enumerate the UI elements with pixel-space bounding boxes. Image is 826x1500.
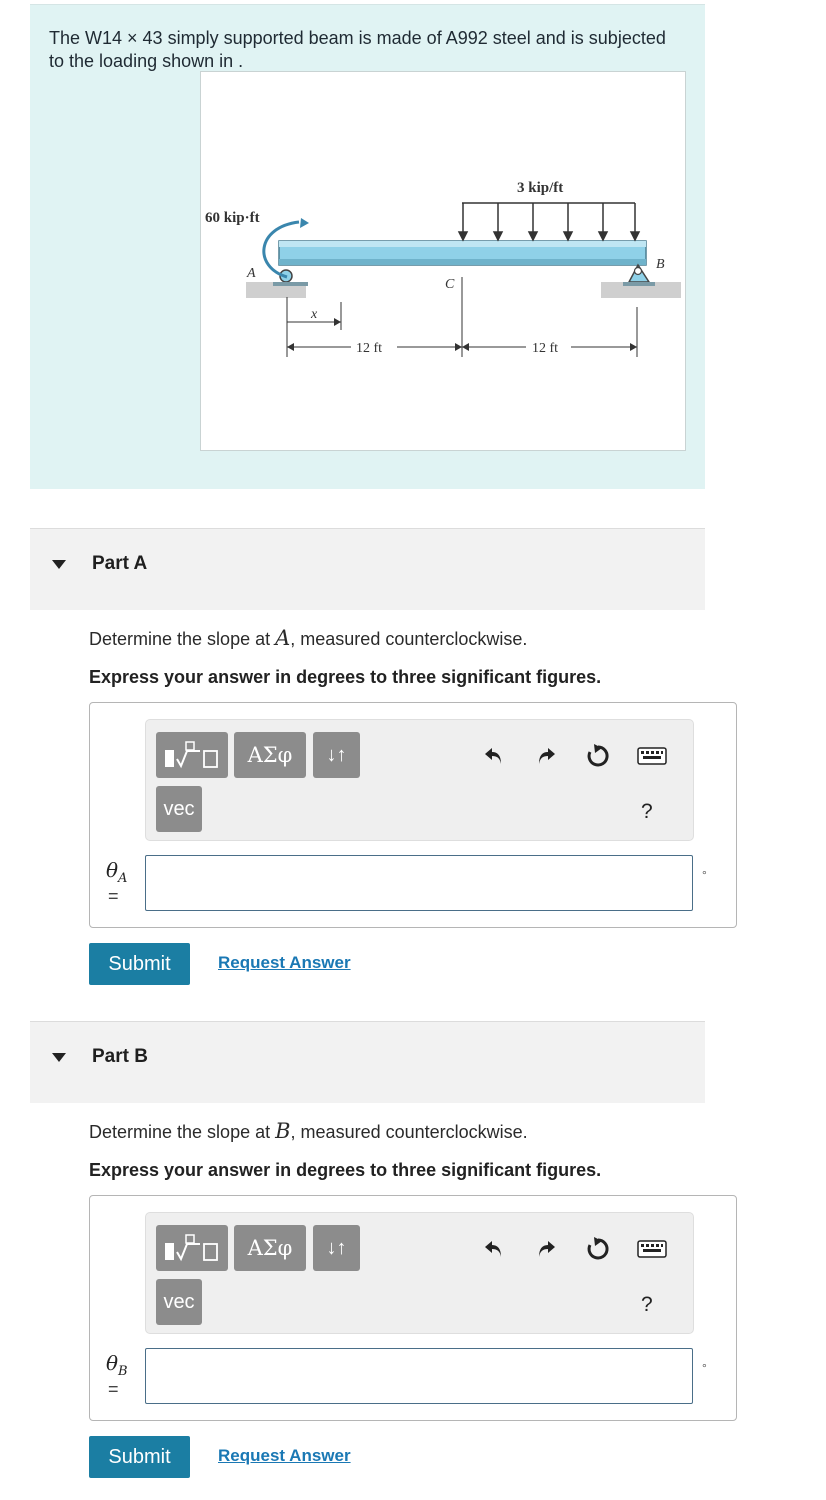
part-a-instruction: Express your answer in degrees to three significant figures. — [89, 667, 602, 687]
undo-icon[interactable] — [478, 740, 510, 772]
vec-button[interactable]: vec — [156, 1279, 202, 1325]
part-a-answer-box — [89, 702, 737, 928]
vec-button[interactable]: vec — [156, 786, 202, 832]
question-variable: B — [275, 1119, 291, 1143]
beam-figure — [200, 71, 686, 451]
math-toolbar — [145, 1212, 694, 1334]
help-icon[interactable]: ? — [641, 1293, 653, 1316]
span-right-label: 12 ft — [532, 341, 559, 356]
greek-symbols-button[interactable]: ΑΣφ — [234, 732, 306, 778]
load-label: 3 kip/ft — [517, 180, 564, 196]
answer-input[interactable] — [145, 1348, 693, 1404]
question-suffix: , measured counterclockwise. — [290, 629, 528, 649]
span-left-label: 12 ft — [356, 341, 383, 356]
answer-variable-label — [106, 1351, 128, 1379]
distributed-load-arrows — [459, 203, 639, 240]
part-b-title: Part B — [92, 1046, 148, 1067]
beam-diagram — [201, 72, 685, 450]
collapse-triangle-icon[interactable] — [52, 560, 66, 569]
problem-text: The W14 × 43 simply supported beam is made of A992 steel and is subjected to the loading shown in . — [49, 28, 666, 71]
x-label: x — [311, 307, 318, 322]
templates-button[interactable] — [156, 732, 228, 778]
part-a-question — [89, 626, 527, 650]
collapse-triangle-icon[interactable] — [52, 1053, 66, 1062]
theta-symbol: θ — [106, 1351, 119, 1375]
question-variable: A — [275, 626, 291, 650]
help-icon[interactable]: ? — [641, 800, 653, 823]
answer-variable-label — [106, 858, 127, 886]
request-answer-link[interactable]: Request Answer — [218, 1446, 351, 1465]
keyboard-icon[interactable] — [636, 740, 668, 772]
reset-icon[interactable] — [582, 740, 614, 772]
part-b-question — [89, 1119, 528, 1143]
variable-subscript: B — [118, 1364, 128, 1379]
variable-subscript: A — [118, 871, 128, 886]
submit-button[interactable]: Submit — [89, 943, 190, 985]
math-toolbar — [145, 719, 694, 841]
arrows-button[interactable]: ↓↑ — [313, 732, 360, 778]
redo-icon[interactable] — [530, 740, 562, 772]
moment-label: 60 kip·ft — [205, 210, 260, 226]
part-b-header[interactable] — [30, 1021, 705, 1103]
redo-icon[interactable] — [530, 1233, 562, 1265]
question-suffix: , measured counterclockwise. — [290, 1122, 528, 1142]
undo-icon[interactable] — [478, 1233, 510, 1265]
arrows-button[interactable]: ↓↑ — [313, 1225, 360, 1271]
problem-statement — [30, 4, 705, 489]
equals-sign: = — [108, 886, 119, 906]
question-prefix: Determine the slope at — [89, 1122, 276, 1142]
reset-icon[interactable] — [582, 1233, 614, 1265]
request-answer-link[interactable]: Request Answer — [218, 953, 351, 972]
templates-icon — [163, 1233, 221, 1263]
part-b-answer-box — [89, 1195, 737, 1421]
theta-symbol: θ — [106, 858, 119, 882]
templates-button[interactable] — [156, 1225, 228, 1271]
greek-symbols-button[interactable]: ΑΣφ — [234, 1225, 306, 1271]
part-b-instruction: Express your answer in degrees to three significant figures. — [89, 1160, 602, 1180]
point-b-label: B — [656, 257, 665, 272]
keyboard-icon[interactable] — [636, 1233, 668, 1265]
point-c-label: C — [445, 277, 455, 292]
part-a-title: Part A — [92, 553, 148, 574]
degree-unit: ° — [702, 1361, 707, 1375]
part-a-header[interactable] — [30, 528, 705, 610]
equals-sign: = — [108, 1379, 119, 1399]
submit-button[interactable]: Submit — [89, 1436, 190, 1478]
templates-icon — [163, 740, 221, 770]
question-prefix: Determine the slope at — [89, 629, 276, 649]
answer-input[interactable] — [145, 855, 693, 911]
point-a-label: A — [247, 266, 256, 281]
degree-unit: ° — [702, 868, 707, 882]
